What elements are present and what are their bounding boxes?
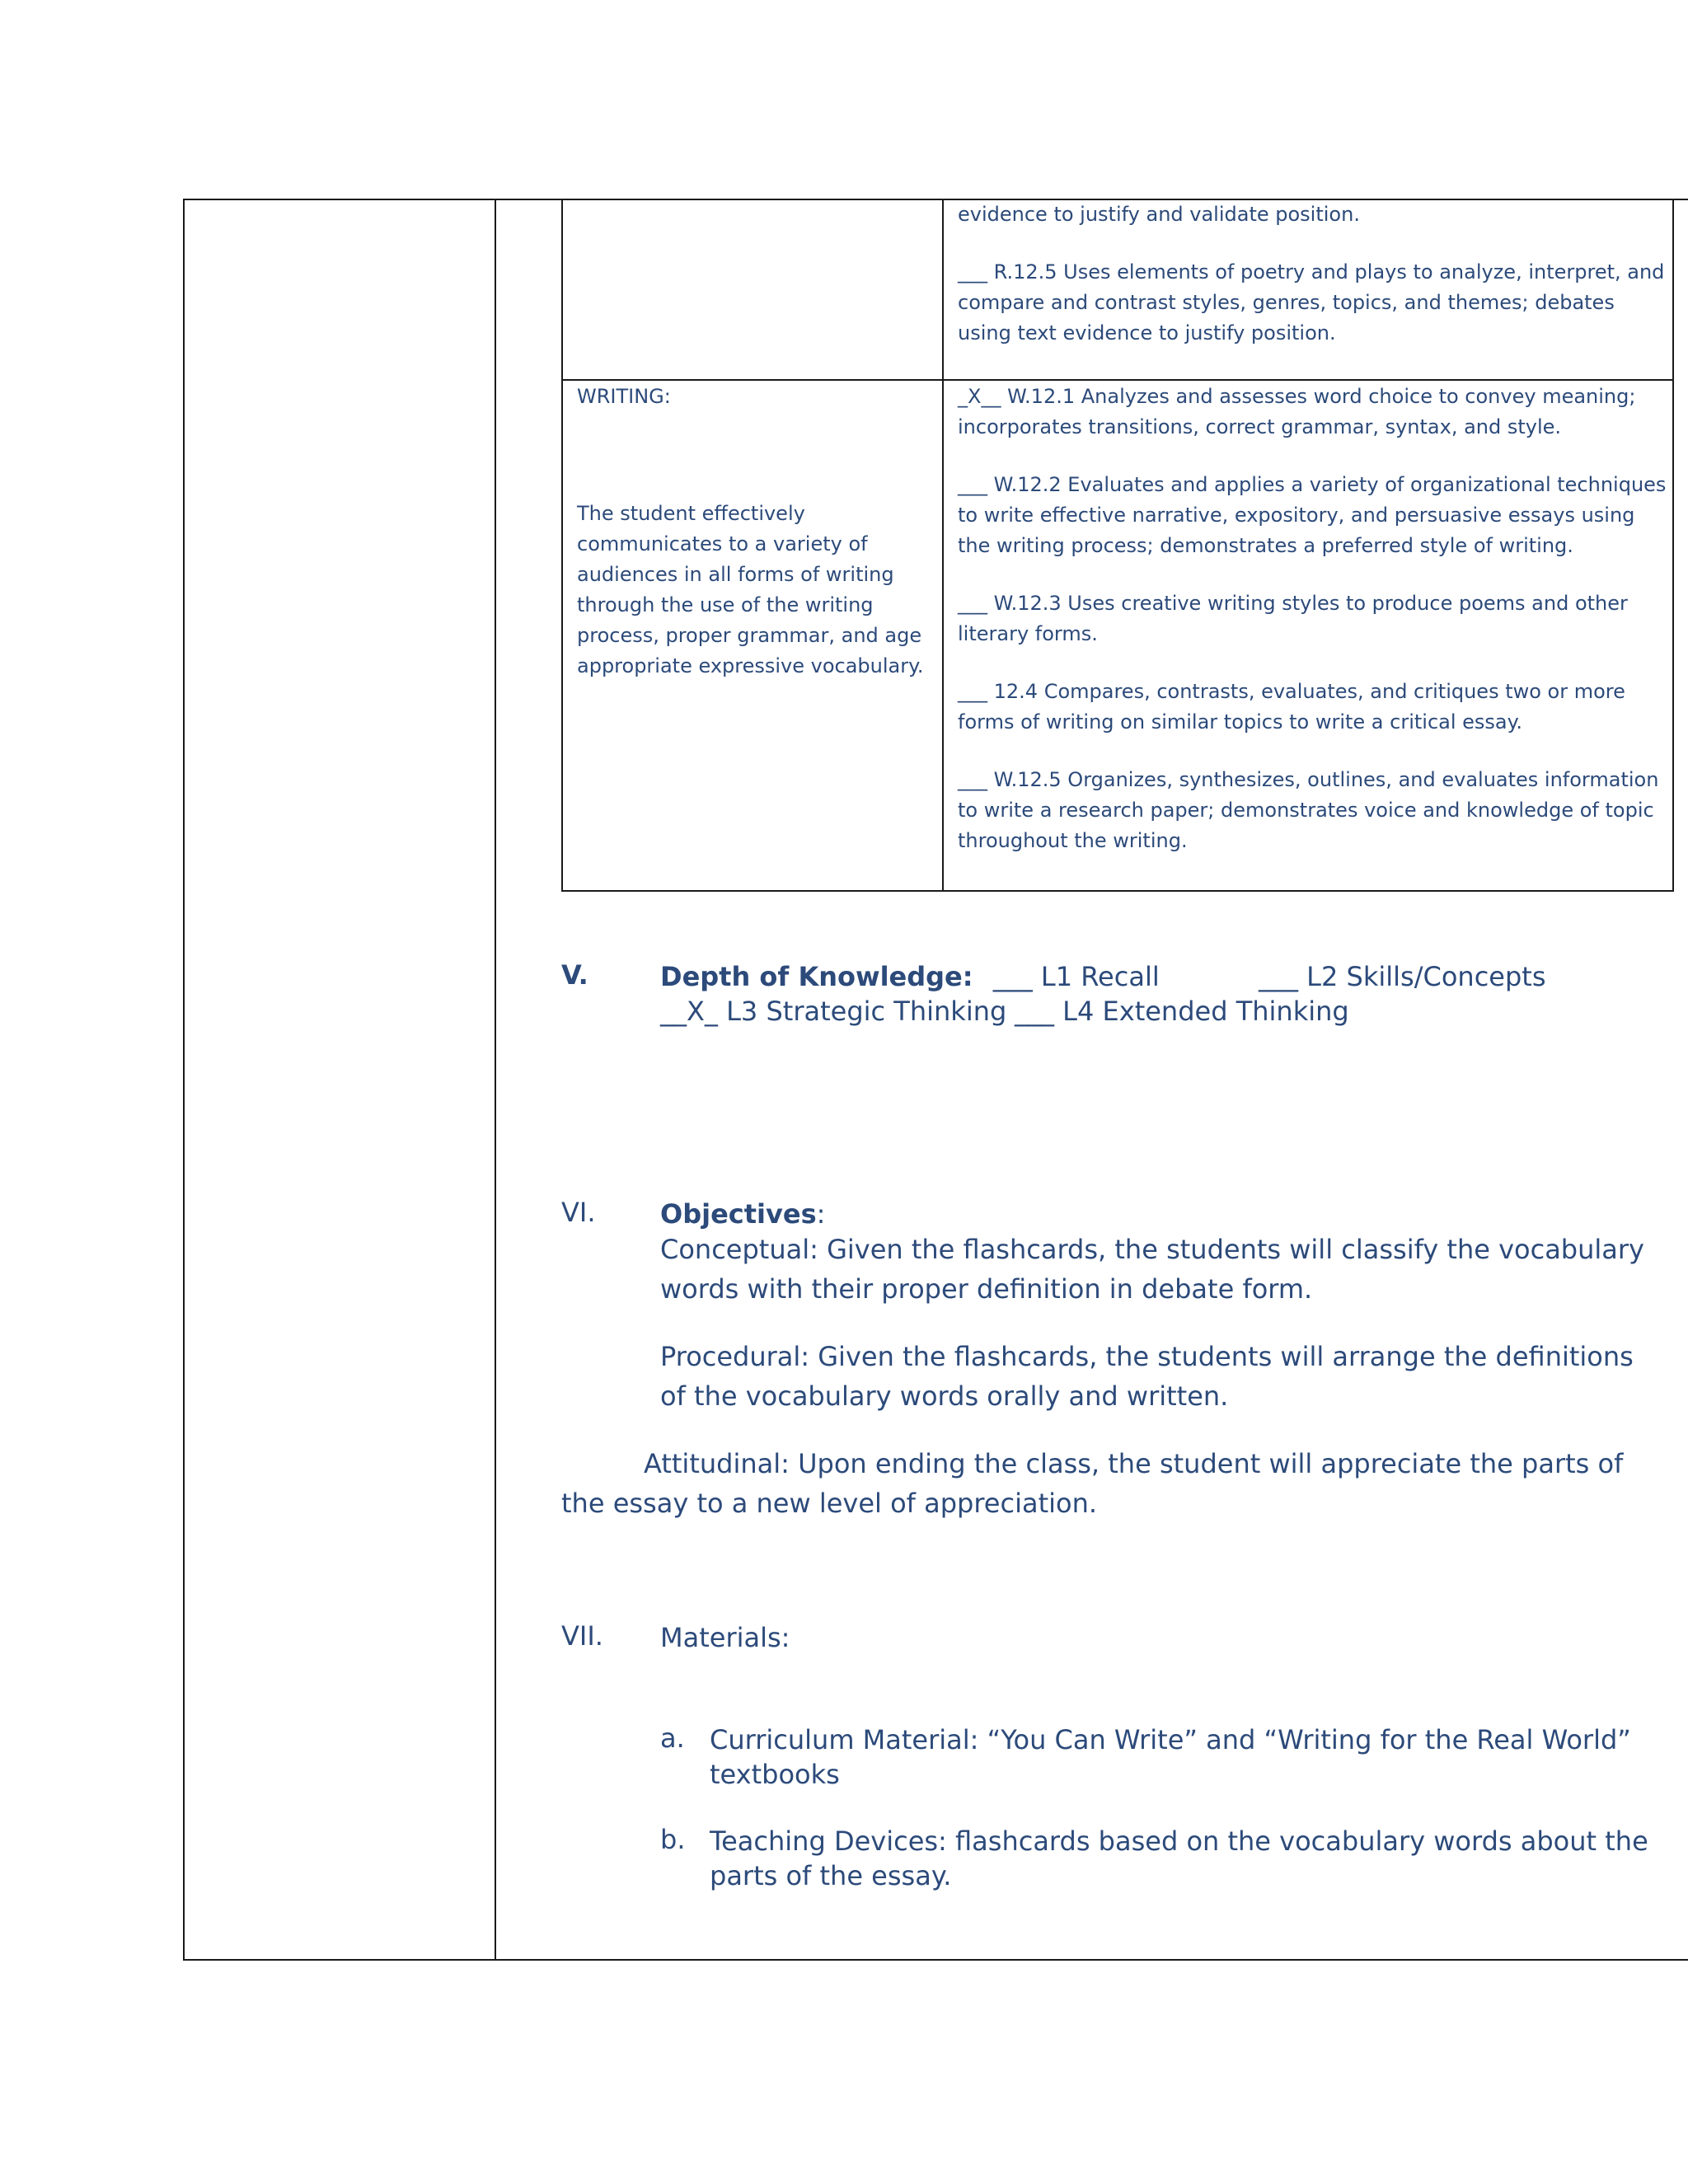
section-vii-numeral: VII.	[561, 1620, 603, 1652]
objectives-label: Objectives	[660, 1198, 817, 1230]
table-row-divider	[561, 379, 1674, 381]
objective-conceptual: Conceptual: Given the flashcards, the students will classify the vocabulary words with their proper definition in debate form.	[660, 1234, 1644, 1305]
writing-description: The student effectively communicates to a variety of audiences in all forms of writing through the use of the writing process, proper grammar, and age appropriate expressive vocabulary.	[577, 502, 924, 677]
writing-label-cell	[577, 382, 931, 682]
section-vi-numeral: VI.	[561, 1197, 596, 1228]
dok-label: Depth of Knowledge:	[660, 961, 973, 992]
objective-attitudinal: Attitudinal: Upon ending the class, the student will appreciate the parts of the essay to a new level of appreciation.	[561, 1448, 1624, 1519]
reading-standard-r12-5: ___ R.12.5 Uses elements of poetry and plays to analyze, interpret, and compare and contrast styles, genres, topics, and themes; debates using text evidence to justify position.	[958, 260, 1665, 344]
material-a-text: Curriculum Material: “You Can Write” and “Writing for the Real World” textbooks	[710, 1724, 1631, 1790]
writing-standard-w12-1: _X__ W.12.1 Analyzes and assesses word choice to convey meaning; incorporates transitions, correct grammar, syntax, and style.	[958, 385, 1636, 438]
reading-standard-continuation: evidence to justify and validate position.	[958, 203, 1360, 226]
writing-label: WRITING:	[577, 385, 671, 408]
objective-procedural: Procedural: Given the flashcards, the students will arrange the definitions of the vocabulary words orally and written.	[660, 1341, 1634, 1412]
writing-standard-w12-3: ___ W.12.3 Uses creative writing styles to produce poems and other literary forms.	[958, 592, 1628, 645]
material-b-letter: b.	[660, 1824, 686, 1855]
dok-l4: ___ L4 Extended Thinking	[1015, 996, 1349, 1027]
table-column-divider	[942, 199, 944, 892]
writing-standards-cell	[958, 382, 1668, 856]
objectives-heading: Objectives:	[660, 1198, 826, 1230]
dok-l3: __X_ L3 Strategic Thinking	[660, 996, 1007, 1027]
material-b-text: Teaching Devices: flashcards based on the vocabulary words about the parts of the essay.	[710, 1825, 1648, 1891]
writing-standard-w12-5: ___ W.12.5 Organizes, synthesizes, outlines, and evaluates information to write a research paper; demonstrates voice and knowledge of topic throughout the writing.	[958, 768, 1659, 852]
material-a-letter: a.	[660, 1722, 685, 1754]
left-column-cell	[183, 199, 496, 1961]
writing-standard-12-4: ___ 12.4 Compares, contrasts, evaluates, and critiques two or more forms of writing on similar topics to write a critical essay.	[958, 680, 1625, 733]
materials-label: Materials:	[660, 1622, 790, 1653]
writing-standard-w12-2: ___ W.12.2 Evaluates and applies a variety of organizational techniques to write effective narrative, expository, and persuasive essays using the writing process; demonstrates a preferred style of writing.	[958, 473, 1667, 557]
reading-standards-cell	[958, 199, 1667, 349]
dok-l1: ___ L1 Recall	[992, 961, 1160, 992]
dok-l2: ___ L2 Skills/Concepts	[1259, 961, 1546, 992]
section-v-numeral: V.	[561, 959, 588, 991]
